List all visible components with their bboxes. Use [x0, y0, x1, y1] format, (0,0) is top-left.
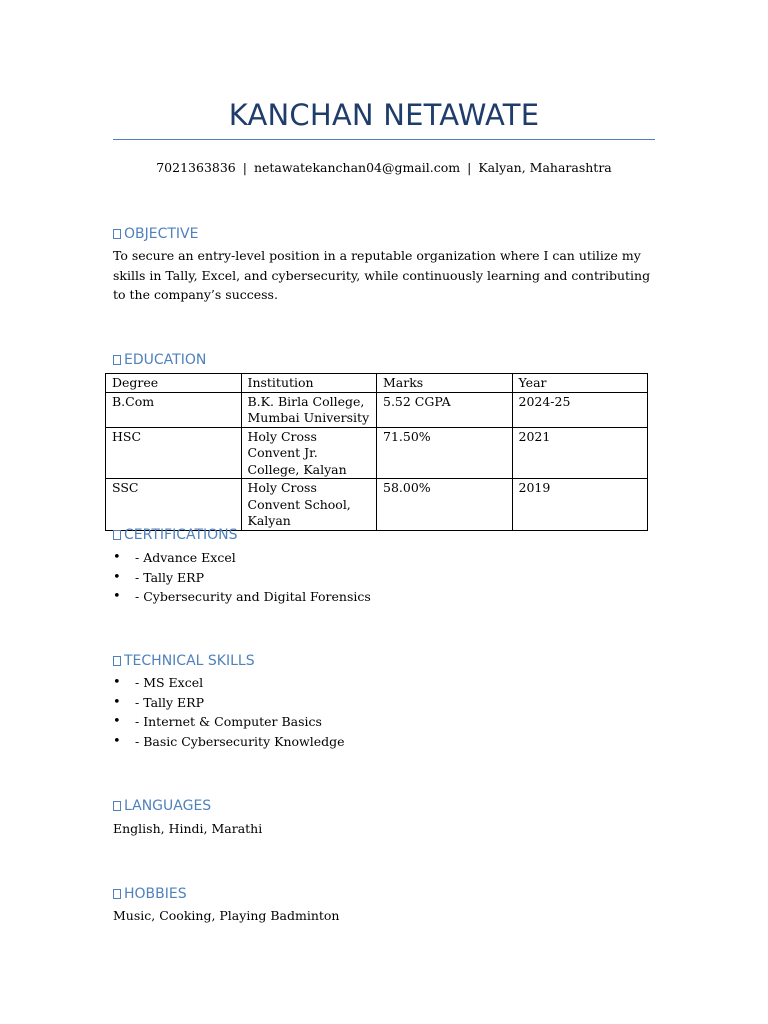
cell-year: 2019: [512, 479, 648, 531]
list-item-text: - MS Excel: [135, 675, 204, 690]
title-underline: [113, 139, 655, 140]
objective-text: To secure an entry-level position in a reputable organization where I can utilize my skills in Tally, Excel, and cybersecurity, while continuously learning and contributing to the company’s success.: [113, 248, 651, 302]
cell-institution: Holy Cross Convent School, Kalyan: [241, 479, 377, 531]
education-header-row: [106, 374, 648, 393]
candidate-name: KANCHAN NETAWATE: [228, 98, 540, 132]
technical-skills-heading-label: TECHNICAL SKILLS: [124, 653, 255, 669]
missing-glyph-box-icon: [113, 229, 121, 239]
cell-degree: B.Com: [106, 392, 242, 427]
languages-text: English, Hindi, Marathi: [113, 821, 263, 836]
cell-marks: 58.00%: [377, 479, 513, 531]
cell-degree: HSC: [106, 427, 242, 479]
education-heading-label: EDUCATION: [124, 352, 207, 368]
contact-line: [113, 159, 655, 177]
contact-email: netawatekanchan04@gmail.com: [253, 160, 461, 175]
list-item-text: - Basic Cybersecurity Knowledge: [135, 733, 345, 749]
languages-heading-label: LANGUAGES: [124, 798, 212, 814]
bullet-dot-icon: •: [113, 589, 121, 604]
list-item: [113, 732, 345, 752]
contact-separator: |: [242, 160, 247, 175]
certifications-list: [113, 548, 371, 607]
list-item: [113, 693, 345, 713]
list-item: [113, 712, 345, 732]
education-heading: [113, 350, 206, 370]
bullet-dot-icon: •: [113, 694, 121, 710]
certifications-heading-label: CERTIFICATIONS: [124, 527, 238, 543]
bullet-dot-icon: •: [113, 675, 121, 690]
missing-glyph-box-icon: [113, 801, 121, 811]
column-header-degree: Degree: [106, 374, 242, 393]
cell-institution: Holy Cross Convent Jr. College, Kalyan: [241, 427, 377, 479]
list-item-text: - Internet & Computer Basics: [135, 714, 322, 729]
list-item-text: - Advance Excel: [135, 550, 236, 565]
contact-separator: |: [467, 160, 472, 175]
list-item-text: - Cybersecurity and Digital Forensics: [135, 589, 371, 604]
bullet-dot-icon: •: [113, 714, 121, 729]
bullet-dot-icon: •: [113, 733, 121, 749]
certifications-heading: [113, 525, 238, 545]
cell-marks: 5.52 CGPA: [377, 392, 513, 427]
bullet-dot-icon: •: [113, 569, 121, 585]
missing-glyph-box-icon: [113, 355, 121, 365]
technical-skills-list: [113, 673, 345, 751]
hobbies-heading: [113, 884, 187, 904]
contact-phone: 7021363836: [156, 160, 236, 175]
table-row: [106, 392, 648, 427]
education-table: [105, 373, 648, 531]
table-row: [106, 427, 648, 479]
cell-degree: SSC: [106, 479, 242, 531]
contact-location: Kalyan, Maharashtra: [478, 160, 612, 175]
cell-year: 2021: [512, 427, 648, 479]
objective-heading: [113, 224, 198, 244]
list-item: [113, 587, 371, 607]
list-item: [113, 568, 371, 588]
languages-heading: [113, 796, 211, 816]
missing-glyph-box-icon: [113, 656, 121, 666]
missing-glyph-box-icon: [113, 889, 121, 899]
technical-skills-heading: [113, 651, 255, 671]
column-header-year: Year: [512, 374, 648, 393]
table-row: [106, 479, 648, 531]
missing-glyph-box-icon: [113, 530, 121, 540]
column-header-institution: Institution: [241, 374, 377, 393]
hobbies-text: Music, Cooking, Playing Badminton: [113, 908, 340, 923]
list-item-text: - Tally ERP: [135, 694, 204, 710]
list-item-text: - Tally ERP: [135, 569, 204, 585]
column-header-marks: Marks: [377, 374, 513, 393]
hobbies-heading-label: HOBBIES: [124, 886, 187, 902]
cell-marks: 71.50%: [377, 427, 513, 479]
list-item: [113, 673, 345, 693]
list-item: [113, 548, 371, 568]
cell-year: 2024-25: [512, 392, 648, 427]
cell-institution: B.K. Birla College, Mumbai University: [241, 392, 377, 427]
bullet-dot-icon: •: [113, 550, 121, 565]
objective-heading-label: OBJECTIVE: [124, 226, 199, 242]
